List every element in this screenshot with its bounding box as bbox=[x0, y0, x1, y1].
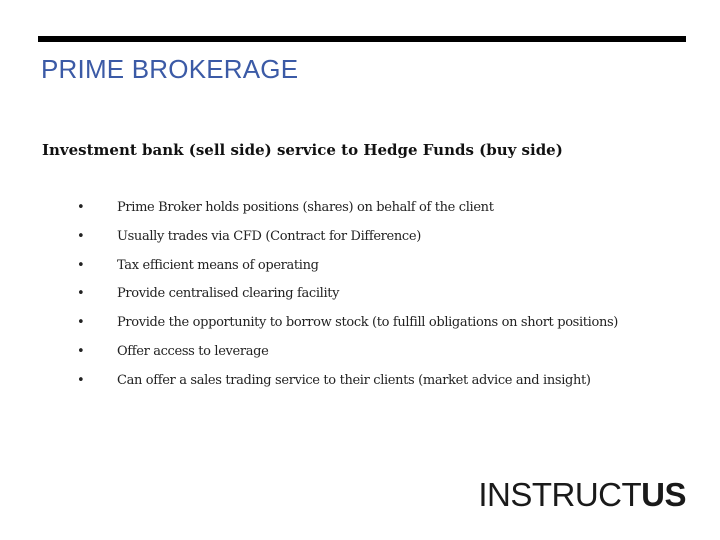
bullet-item bbox=[0, 313, 720, 342]
bullet-item bbox=[0, 342, 720, 371]
bullet-text: Offer access to leverage bbox=[117, 343, 269, 359]
bullet-text: Prime Broker holds positions (shares) on behalf of the client bbox=[117, 200, 494, 215]
bullet-text: Usually trades via CFD (Contract for Difference) bbox=[117, 228, 421, 244]
bullet-icon: • bbox=[77, 372, 85, 388]
bullet-icon: • bbox=[77, 315, 85, 331]
bullet-text: Can offer a sales trading service to their clients (market advice and insight) bbox=[117, 372, 591, 388]
bullet-item bbox=[0, 227, 720, 256]
bullet-icon: • bbox=[77, 257, 85, 273]
bullet-text: Provide centralised clearing facility bbox=[117, 286, 340, 302]
bullet-icon: • bbox=[77, 228, 85, 244]
instructus-logo bbox=[478, 476, 686, 514]
slide-title: PRIME BROKERAGE bbox=[41, 54, 299, 84]
bullet-icon: • bbox=[77, 343, 85, 359]
bullet-item bbox=[0, 371, 720, 400]
slide-subtitle: Investment bank (sell side) service to Hedge Funds (buy side) bbox=[42, 141, 563, 159]
logo-text-bold: US bbox=[641, 476, 686, 513]
top-divider-rule bbox=[38, 36, 686, 42]
bullet-icon: • bbox=[77, 286, 85, 302]
logo-text-light: INSTRUCT bbox=[478, 476, 642, 513]
bullet-item bbox=[0, 198, 720, 227]
bullet-list bbox=[0, 198, 720, 400]
bullet-item bbox=[0, 284, 720, 313]
bullet-text: Provide the opportunity to borrow stock (to fulfill obligations on short positions) bbox=[117, 315, 619, 331]
bullet-text: Tax efficient means of operating bbox=[117, 257, 319, 273]
bullet-icon: • bbox=[77, 200, 85, 215]
bullet-item bbox=[0, 256, 720, 285]
